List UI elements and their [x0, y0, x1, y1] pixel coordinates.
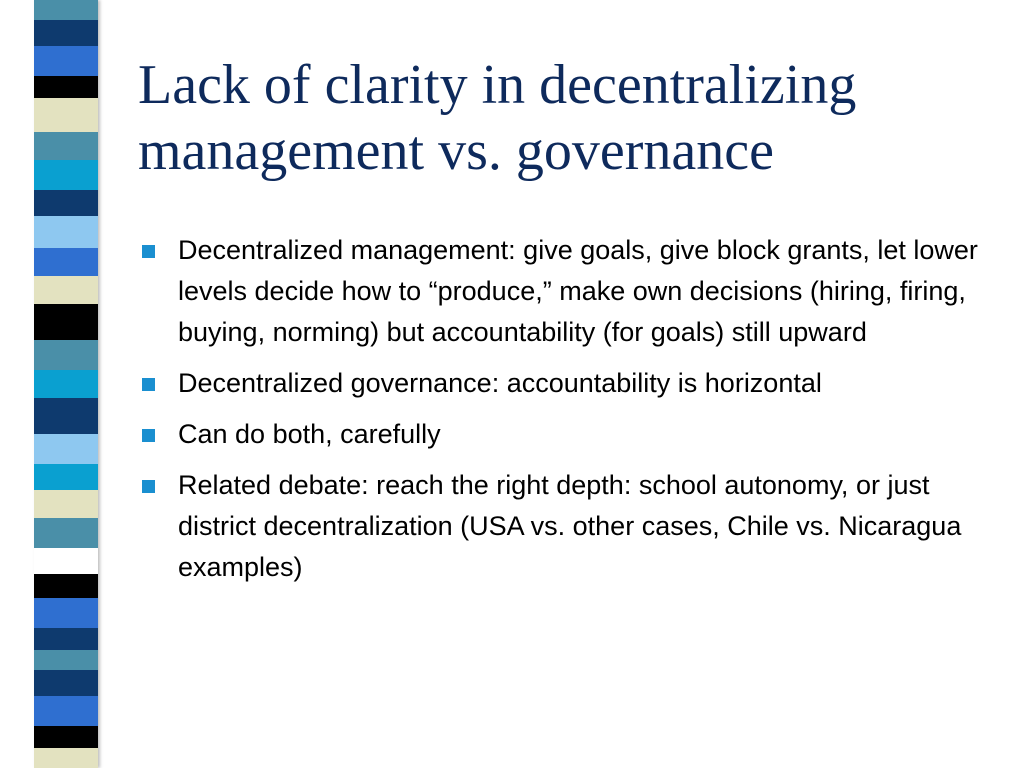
stripe-segment — [34, 248, 98, 276]
decorative-stripe-bar — [34, 0, 98, 768]
stripe-segment — [34, 696, 98, 726]
stripe-segment — [34, 434, 98, 464]
bullet-item-decentralized-governance — [140, 363, 980, 404]
stripe-segment — [34, 190, 98, 216]
stripe-segment — [34, 548, 98, 574]
stripe-segment — [34, 574, 98, 598]
stripe-segment — [34, 650, 98, 670]
bullet-list — [140, 230, 980, 598]
bullet-item-decentralized-management — [140, 230, 980, 353]
square-bullet-icon — [142, 429, 155, 442]
stripe-segment — [34, 20, 98, 46]
bullet-item-related-debate — [140, 465, 980, 588]
stripe-segment — [34, 748, 98, 768]
stripe-segment — [34, 670, 98, 696]
title-line-2: management vs. governance — [138, 120, 774, 182]
stripe-segment — [34, 160, 98, 190]
title-line-1: Lack of clarity in decentralizing — [138, 54, 857, 116]
stripe-segment — [34, 276, 98, 304]
bullet-text: Related debate: reach the right depth: school autonomy, or just district decentralization (USA vs. other cases, Chile vs. Nicaragua examples) — [178, 470, 962, 582]
stripe-segment — [34, 98, 98, 132]
bullet-text: Can do both, carefully — [178, 419, 441, 449]
stripe-segment — [34, 76, 98, 98]
stripe-segment — [34, 518, 98, 548]
stripe-segment — [34, 216, 98, 248]
stripe-segment — [34, 490, 98, 518]
stripe-pattern — [34, 0, 98, 768]
bullet-item-both — [140, 414, 980, 455]
slide-title — [138, 52, 998, 184]
stripe-segment — [34, 464, 98, 490]
stripe-segment — [34, 370, 98, 398]
stripe-segment — [34, 628, 98, 650]
bullet-text: Decentralized management: give goals, give block grants, let lower levels decide how to “produce,” make own decisions (hiring, firing, buying, norming) but accountability (for goals) still upward — [178, 235, 978, 347]
bullet-text: Decentralized governance: accountability is horizontal — [178, 368, 822, 398]
stripe-segment — [34, 0, 98, 20]
square-bullet-icon — [142, 480, 155, 493]
stripe-segment — [34, 598, 98, 628]
stripe-segment — [34, 726, 98, 748]
stripe-segment — [34, 398, 98, 434]
stripe-segment — [34, 132, 98, 160]
square-bullet-icon — [142, 378, 155, 391]
stripe-segment — [34, 46, 98, 76]
stripe-segment — [34, 304, 98, 340]
stripe-segment — [34, 340, 98, 370]
square-bullet-icon — [142, 245, 155, 258]
